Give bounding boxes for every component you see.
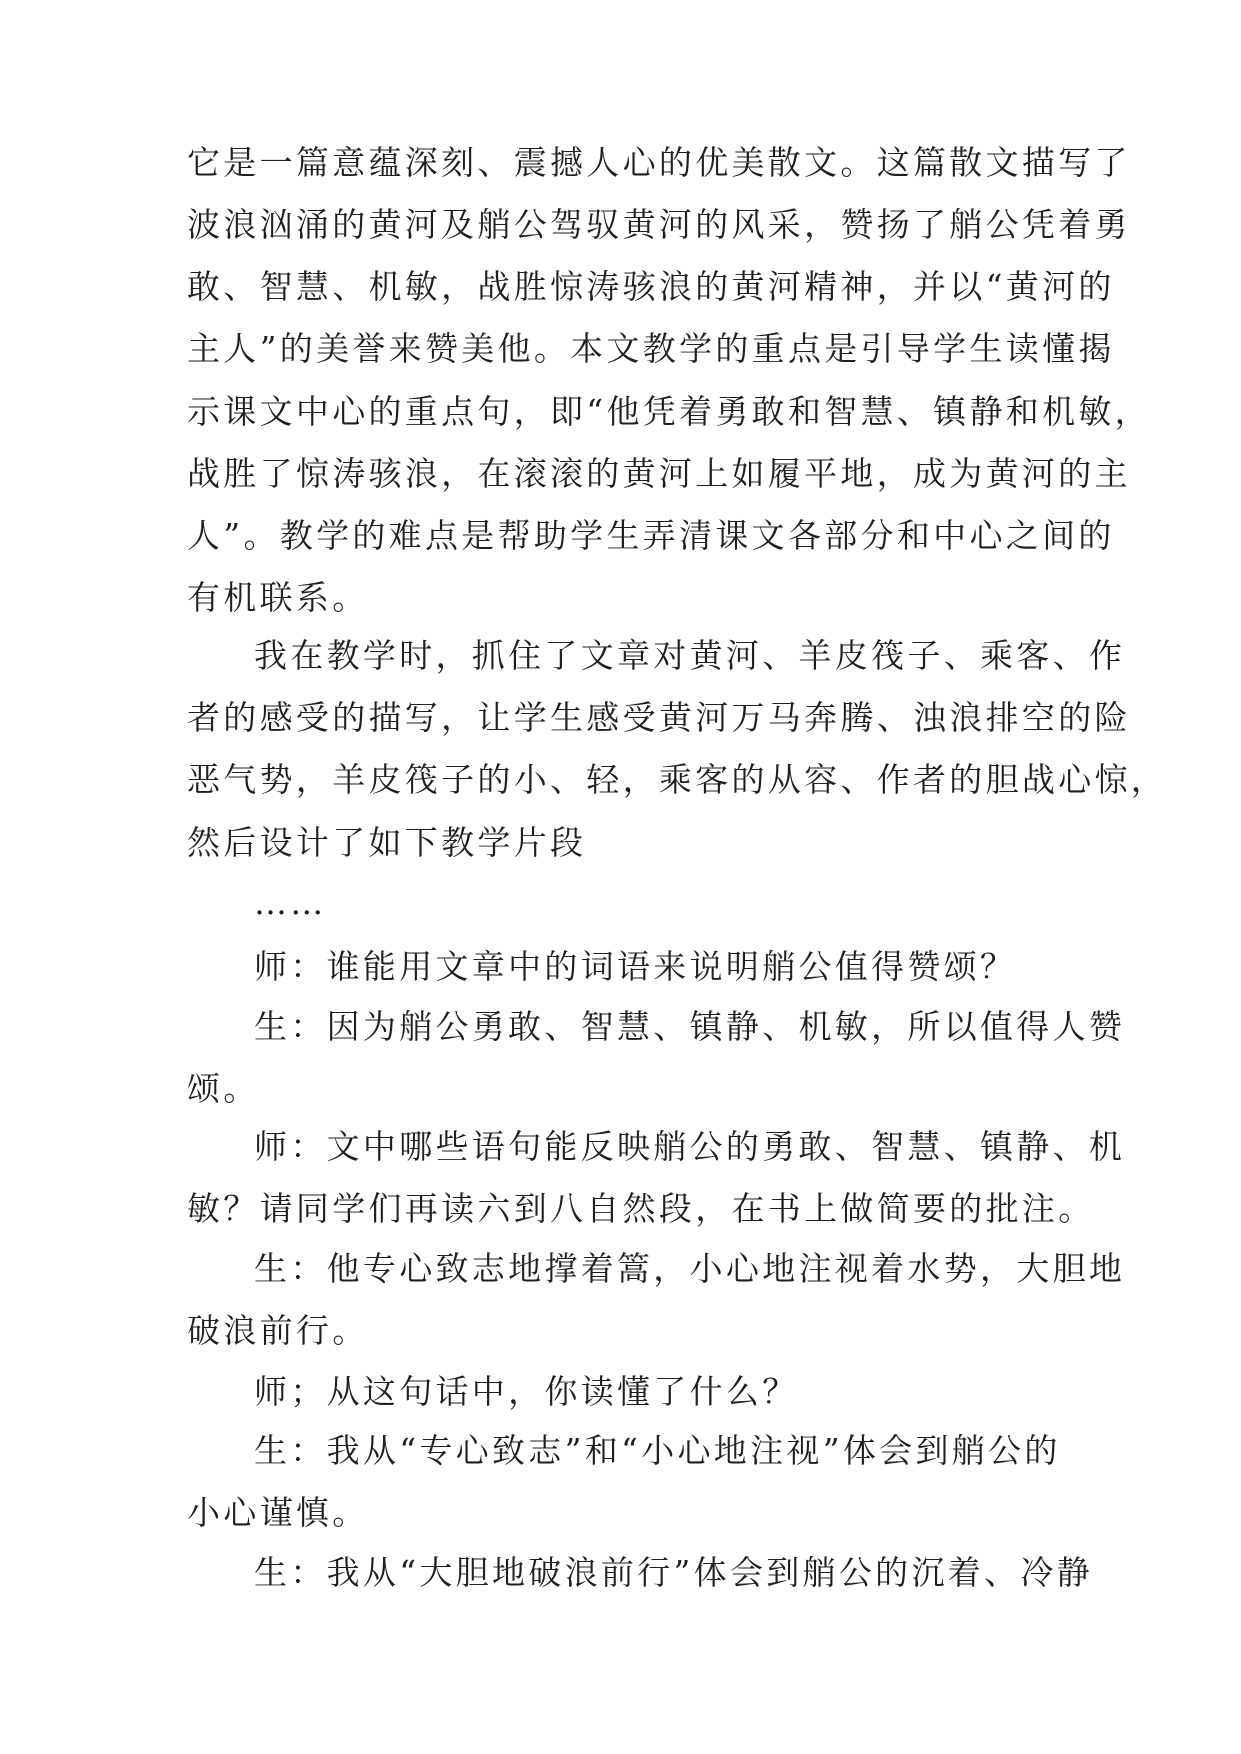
text-line: 敏？请同学们再读六到八自然段，在书上做简要的批注。 [187, 1189, 1095, 1228]
dialogue-line-student: 生：他专心致志地撑着篙，小心地注视着水势，大胆地 [254, 1249, 1126, 1288]
dialogue-line-student: 生：我从“大胆地破浪前行”体会到艄公的沉着、冷静 [254, 1553, 1093, 1592]
text-line: 破浪前行。 [187, 1311, 369, 1350]
text-line: 小心谨慎。 [187, 1493, 369, 1532]
text-line: 有机联系。 [187, 578, 369, 617]
paragraph-first-line: 我在教学时，抓住了文章对黄河、羊皮筏子、乘客、作 [254, 636, 1126, 675]
text-line: 它是一篇意蕴深刻、震撼人心的优美散文。这篇散文描写了 [187, 143, 1131, 182]
ellipsis-line: …… [254, 883, 327, 922]
dialogue-line-teacher: 师：文中哪些语句能反映艄公的勇敢、智慧、镇静、机 [254, 1127, 1126, 1166]
text-line: 波浪汹涌的黄河及艄公驾驭黄河的风采，赞扬了艄公凭着勇 [187, 205, 1131, 244]
text-line: 者的感受的描写，让学生感受黄河万马奔腾、浊浪排空的险 [187, 698, 1131, 737]
text-line: 主人”的美誉来赞美他。本文教学的重点是引导学生读懂揭 [187, 329, 1115, 368]
dialogue-line-teacher: 师：谁能用文章中的词语来说明艄公值得赞颂？ [254, 947, 1017, 986]
text-line: 颂。 [187, 1069, 260, 1108]
dialogue-line-student: 生：我从“专心致志”和“小心地注视”体会到艄公的 [254, 1431, 1061, 1470]
text-line: 人”。教学的难点是帮助学生弄清课文各部分和中心之间的 [187, 516, 1115, 555]
text-line: 敢、智慧、机敏，战胜惊涛骇浪的黄河精神，并以“黄河的 [187, 267, 1115, 306]
text-line: 恶气势，羊皮筏子的小、轻，乘客的从容、作者的胆战心惊， [187, 760, 1168, 799]
text-line: 示课文中心的重点句，即“他凭着勇敢和智慧、镇静和机敏， [187, 392, 1151, 431]
text-line: 然后设计了如下教学片段 [187, 823, 587, 862]
dialogue-line-student: 生：因为艄公勇敢、智慧、镇静、机敏，所以值得人赞 [254, 1007, 1126, 1046]
text-line: 战胜了惊涛骇浪，在滚滚的黄河上如履平地，成为黄河的主 [187, 454, 1131, 493]
dialogue-line-teacher: 师；从这句话中，你读懂了什么？ [254, 1372, 799, 1411]
